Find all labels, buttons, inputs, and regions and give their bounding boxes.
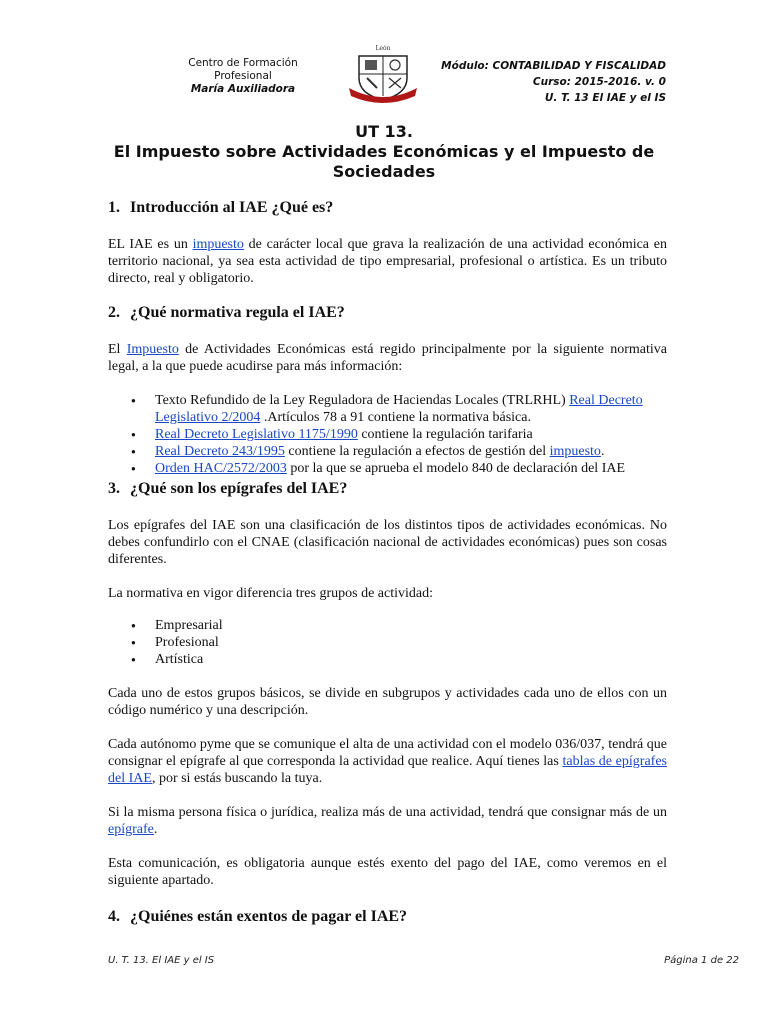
title-line-1: UT 13.: [355, 122, 413, 141]
impuesto-link[interactable]: Impuesto: [126, 342, 179, 357]
school-crest-logo: [345, 44, 421, 104]
legislation-link[interactable]: Real Decreto Legislativo 2/2004: [155, 393, 643, 425]
list-item: ● Artística: [108, 651, 667, 668]
document-body: [108, 198, 667, 927]
section-3-paragraph-2: La normativa en vigor diferencia tres grupos de actividad:: [108, 586, 433, 601]
title-line-2: El Impuesto sobre Actividades Económicas y el Impuesto de: [113, 142, 655, 161]
epigraph-link[interactable]: epígrafe: [108, 822, 154, 837]
title-line-3: Sociedades: [332, 162, 436, 181]
section-1-paragraph: EL IAE es un impuesto de carácter local que grava la realización de una actividad económica en territorio nacional, ya sea esta actividad de tipo empresarial, profesional o artística. Es un tributo directo, real y obligatorio.: [108, 237, 667, 286]
section-3-paragraph-5: Si la misma persona física o jurídica, realiza más de una actividad, tendrá que consignar más de un epígrafe.: [108, 805, 667, 837]
section-4-heading: 4. ¿Quiénes están exentos de pagar el IAE?: [108, 908, 408, 925]
page-footer: [108, 955, 739, 966]
activity-groups-list: [108, 617, 667, 668]
impuesto-link[interactable]: impuesto: [549, 444, 601, 459]
page-number: Página 1 de 22: [664, 955, 739, 966]
section-3-heading: 3. ¿Qué son los epígrafes del IAE?: [108, 480, 348, 497]
section-3-paragraph-1: Los epígrafes del IAE son una clasificación de los distintos tipos de actividades económicas. No debes confundirlo con el CNAE (clasificación nacional de actividades económicas) pues son cosas diferentes.: [108, 518, 667, 567]
section-3-paragraph-4: Cada autónomo pyme que se comunique el alta de una actividad con el modelo 036/037, tendrá que consignar el epígrafe al que corresponda la actividad que realice. Aquí tienes las tablas de epígrafes del IAE, por si estás buscando la tuya.: [108, 737, 667, 786]
legislation-link[interactable]: Orden HAC/2572/2003: [155, 461, 287, 476]
list-item: ● Profesional: [108, 634, 667, 651]
school-line-1: Centro de Formación: [188, 57, 298, 69]
course-line: Curso: 2015-2016. v. 0: [532, 76, 666, 88]
footer-unit-title: U. T. 13. El IAE y el IS: [108, 955, 215, 966]
list-item: ● Texto Refundido de la Ley Reguladora de Haciendas Locales (TRLRHL) Real Decreto Legislativo 2/2004 .Artículos 78 a 91 contiene la normativa básica.: [108, 392, 667, 426]
module-line: Módulo: CONTABILIDAD Y FISCALIDAD: [441, 60, 666, 72]
header-school-name: [168, 57, 318, 96]
school-line-3: María Auxiliadora: [190, 83, 296, 95]
document-title: [100, 122, 668, 182]
unit-line: U. T. 13 El IAE y el IS: [544, 92, 666, 104]
svg-text:León: León: [375, 45, 391, 52]
list-item: ● Real Decreto Legislativo 1175/1990 contiene la regulación tarifaria: [108, 426, 667, 443]
legislation-link[interactable]: Real Decreto Legislativo 1175/1990: [155, 427, 358, 442]
section-3-paragraph-3: Cada uno de estos grupos básicos, se divide en subgrupos y actividades cada uno de ellos con un código numérico y una descripción.: [108, 686, 667, 718]
section-2-heading: 2. ¿Qué normativa regula el IAE?: [108, 304, 345, 321]
list-item: ● Empresarial: [108, 617, 667, 634]
section-1-heading: 1. Introducción al IAE ¿Qué es?: [108, 199, 334, 216]
epigraph-tables-link[interactable]: tablas de epígrafes del IAE: [108, 754, 667, 786]
list-item: ● Orden HAC/2572/2003 por la que se aprueba el modelo 840 de declaración del IAE: [108, 460, 667, 477]
legislation-list: [108, 392, 667, 477]
impuesto-link[interactable]: impuesto: [192, 237, 244, 252]
legislation-link[interactable]: Real Decreto 243/1995: [155, 444, 285, 459]
school-line-2: Profesional: [214, 70, 272, 82]
section-2-paragraph: El Impuesto de Actividades Económicas está regido principalmente por la siguiente normativa legal, a la que puede acudirse para más información:: [108, 342, 667, 374]
header-module-info: [440, 58, 666, 106]
section-3-paragraph-6: Esta comunicación, es obligatoria aunque estés exento del pago del IAE, como veremos en el siguiente apartado.: [108, 856, 667, 888]
list-item: ● Real Decreto 243/1995 contiene la regulación a efectos de gestión del impuesto.: [108, 443, 667, 460]
